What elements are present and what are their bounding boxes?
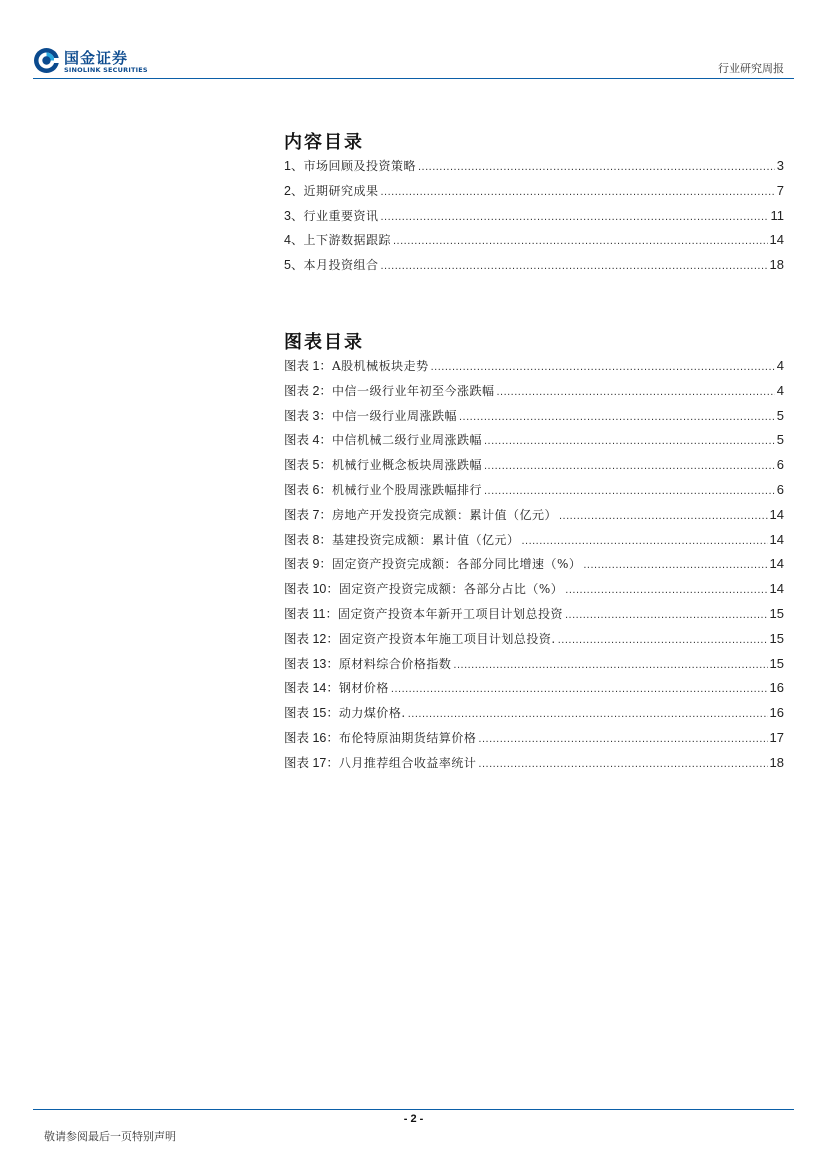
- page-header: [0, 0, 827, 82]
- figure-number: 图表 16：: [284, 730, 339, 745]
- figure-label: 原材料综合价格指数: [338, 656, 452, 671]
- figure-number: 图表 3：: [284, 408, 332, 423]
- figure-entry[interactable]: [284, 579, 784, 604]
- figure-page: 14: [769, 506, 784, 522]
- figure-label: 八月推荐组合收益率统计: [338, 755, 477, 770]
- dot-leader: [565, 584, 767, 596]
- figure-entry[interactable]: [284, 406, 784, 431]
- figure-page: 6: [776, 481, 784, 497]
- dot-leader: [558, 634, 768, 646]
- figure-label: 固定资产投资完成额：各部分同比增速（%）: [331, 557, 582, 572]
- toc-number: 5、: [284, 258, 304, 273]
- figure-page: 18: [769, 754, 784, 770]
- toc-entry[interactable]: [284, 181, 784, 206]
- figure-page: 4: [776, 382, 784, 398]
- dot-leader: [391, 683, 768, 695]
- figure-page: 14: [769, 531, 784, 547]
- figure-label: 基建投资完成额：累计值（亿元）: [331, 532, 520, 547]
- figure-entry[interactable]: [284, 753, 784, 778]
- dot-leader: [431, 361, 775, 373]
- figure-page: 16: [769, 705, 784, 721]
- dot-leader: [418, 161, 775, 173]
- contents-list: [284, 156, 784, 280]
- dot-leader: [521, 535, 767, 547]
- figure-label: 机械行业概念板块周涨跌幅: [331, 458, 482, 473]
- toc-label: 上下游数据跟踪: [303, 233, 391, 248]
- figures-title: 图表目录: [284, 332, 364, 353]
- toc-page: 18: [769, 257, 784, 273]
- figure-entry[interactable]: [284, 530, 784, 555]
- dot-leader: [496, 386, 774, 398]
- dot-leader: [453, 659, 767, 671]
- figure-label: 中信一级行业周涨跌幅: [331, 408, 457, 423]
- toc-number: 1、: [284, 159, 304, 173]
- dot-leader: [583, 559, 767, 571]
- figure-label: 中信机械二级行业周涨跌幅: [331, 433, 482, 448]
- figure-page: 5: [776, 407, 784, 423]
- figure-label: 机械行业个股周涨跌幅排行: [331, 482, 482, 497]
- page-number: - 2 -: [403, 1113, 424, 1125]
- figure-entry[interactable]: [284, 604, 784, 629]
- figure-entry[interactable]: [284, 505, 784, 530]
- figure-page: 15: [769, 605, 784, 621]
- dot-leader: [380, 186, 774, 198]
- figure-number: 图表 10：: [284, 582, 339, 597]
- figure-label: 固定资产投资完成额：各部分占比（%）: [338, 582, 564, 597]
- dot-leader: [565, 609, 768, 621]
- toc-label: 市场回顾及投资策略: [303, 159, 416, 173]
- figure-number: 图表 8：: [284, 532, 332, 547]
- figure-entry[interactable]: [284, 554, 784, 579]
- footer-divider: [33, 1109, 794, 1110]
- figure-page: 16: [769, 680, 784, 696]
- figure-number: 图表 4：: [284, 433, 332, 448]
- figure-label: A股机械板块走势: [331, 359, 429, 373]
- figure-number: 图表 5：: [284, 458, 332, 473]
- figure-entry[interactable]: [284, 678, 784, 703]
- figure-page: 14: [769, 581, 784, 597]
- figure-label: 钢材价格: [338, 681, 389, 696]
- figure-label: 固定资产投资本年新开工项目计划总投资: [337, 606, 563, 621]
- dot-leader: [559, 510, 768, 522]
- dot-leader: [484, 485, 775, 497]
- figure-entry[interactable]: [284, 455, 784, 480]
- figure-entry[interactable]: [284, 356, 784, 381]
- figure-number: 图表 17：: [284, 755, 339, 770]
- toc-page: 11: [770, 207, 784, 223]
- figure-number: 图表 1：: [284, 359, 332, 373]
- logo-text-cn: 国金证券: [64, 49, 129, 67]
- dot-leader: [484, 460, 775, 472]
- dot-leader: [408, 708, 768, 720]
- figure-page: 5: [776, 432, 784, 448]
- figure-entry[interactable]: [284, 480, 784, 505]
- toc-entry[interactable]: [284, 156, 784, 181]
- figure-label: 布伦特原油期货结算价格: [338, 730, 477, 745]
- figure-number: 图表 13：: [284, 656, 339, 671]
- figures-list: [284, 356, 784, 778]
- figure-page: 14: [769, 556, 784, 572]
- toc-label: 行业重要资讯: [303, 208, 379, 223]
- footer-disclaimer: 敬请参阅最后一页特别声明: [44, 1130, 176, 1143]
- dot-leader: [478, 758, 767, 770]
- dot-leader: [393, 235, 768, 247]
- figure-number: 图表 2：: [284, 383, 332, 398]
- logo-text-en: SINOLINK SECURITIES: [64, 66, 148, 74]
- toc-number: 3、: [284, 208, 304, 223]
- company-logo: [33, 47, 153, 77]
- toc-page: 14: [769, 232, 784, 248]
- figure-number: 图表 15：: [284, 706, 339, 721]
- toc-entry[interactable]: [284, 230, 784, 255]
- figure-number: 图表 14：: [284, 681, 339, 696]
- figure-entry[interactable]: [284, 703, 784, 728]
- figure-number: 图表 12：: [284, 631, 339, 646]
- figure-page: 15: [769, 655, 784, 671]
- figure-number: 图表 7：: [284, 507, 332, 522]
- dot-leader: [484, 435, 775, 447]
- figure-number: 图表 6：: [284, 482, 332, 497]
- figure-page: 4: [776, 358, 784, 373]
- report-type: 行业研究周报: [718, 62, 784, 75]
- figure-entry[interactable]: [284, 728, 784, 753]
- figure-label: 房地产开发投资完成额：累计值（亿元）: [331, 507, 557, 522]
- figure-entry[interactable]: [284, 430, 784, 455]
- logo-mark-icon: [33, 47, 60, 74]
- dot-leader: [478, 733, 767, 745]
- figure-page: 17: [769, 729, 784, 745]
- toc-entry[interactable]: [284, 206, 784, 231]
- toc-page: 3: [776, 158, 784, 173]
- toc-page: 7: [776, 182, 784, 198]
- toc-number: 4、: [284, 233, 304, 248]
- figure-label: 固定资产投资本年施工项目计划总投资.: [338, 631, 556, 646]
- dot-leader: [380, 260, 767, 272]
- figure-number: 图表 9：: [284, 557, 332, 572]
- figure-entry[interactable]: [284, 629, 784, 654]
- figure-entry[interactable]: [284, 654, 784, 679]
- toc-number: 2、: [284, 183, 304, 198]
- dot-leader: [380, 211, 768, 223]
- toc-label: 本月投资组合: [303, 258, 379, 273]
- header-divider: [33, 78, 794, 79]
- figure-label: 中信一级行业年初至今涨跌幅: [331, 383, 495, 398]
- contents-title: 内容目录: [284, 132, 364, 153]
- figure-number: 图表 11：: [284, 606, 338, 621]
- figure-entry[interactable]: [284, 381, 784, 406]
- figure-page: 6: [776, 457, 784, 473]
- figure-page: 15: [769, 630, 784, 646]
- toc-entry[interactable]: [284, 255, 784, 280]
- dot-leader: [459, 411, 775, 423]
- figure-label: 动力煤价格.: [338, 706, 406, 721]
- toc-label: 近期研究成果: [303, 183, 379, 198]
